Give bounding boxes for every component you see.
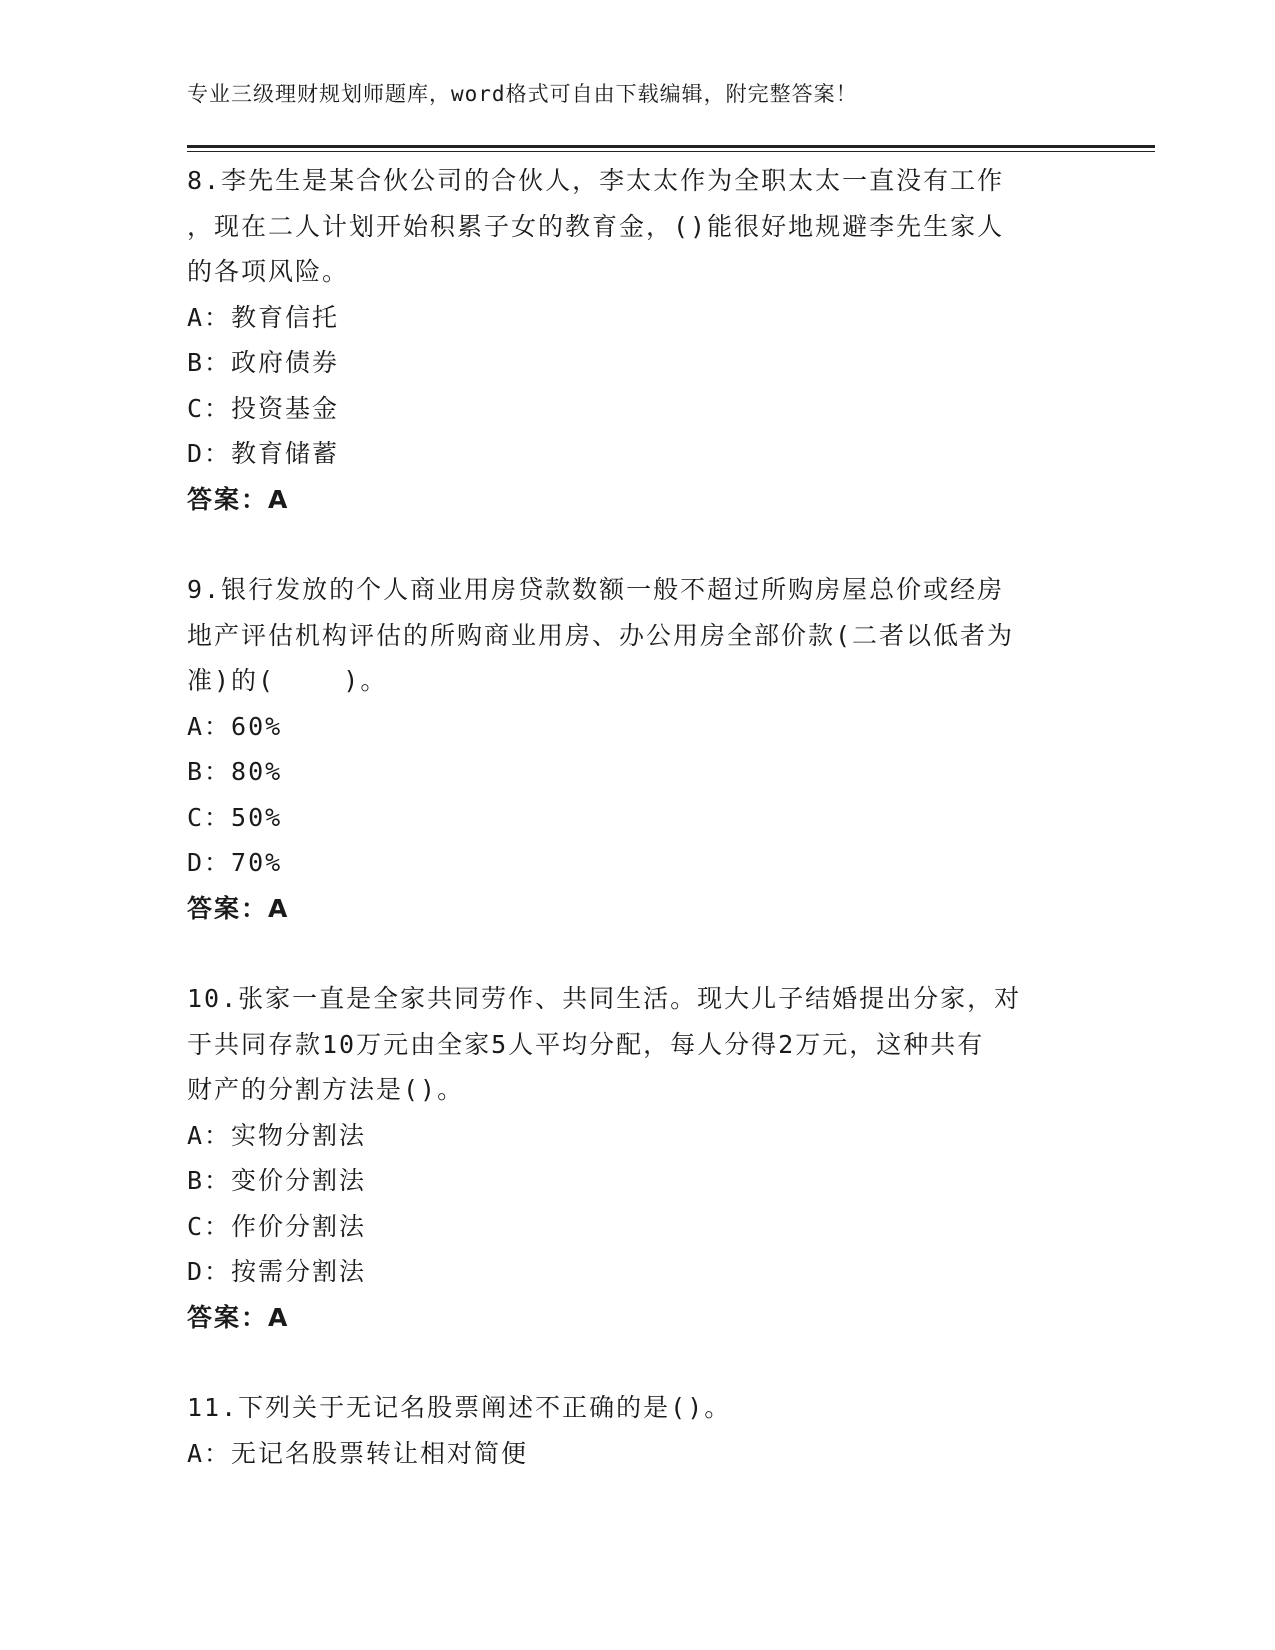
answer: 答案：A xyxy=(187,484,290,514)
option-c: C：50% xyxy=(187,802,283,832)
option-c: C：作价分割法 xyxy=(187,1211,367,1241)
option-a: A：无记名股票转让相对简便 xyxy=(187,1438,529,1468)
question-stem-line: 地产评估机构评估的所购商业用房、办公用房全部价款(二者以低者为 xyxy=(187,620,1015,650)
option-b: B：80% xyxy=(187,757,283,786)
question-stem-line: 9.银行发放的个人商业用房贷款数额一般不超过所购房屋总价或经房 xyxy=(187,575,1005,604)
option-a: A：教育信托 xyxy=(187,302,340,332)
question-list xyxy=(187,158,1087,1521)
header-rule-thick xyxy=(187,145,1155,148)
answer: 答案：A xyxy=(187,1302,290,1332)
question-stem-line: ，现在二人计划开始积累子女的教育金，()能很好地规避李先生家人 xyxy=(187,211,1005,241)
option-b: B：政府债券 xyxy=(187,348,340,377)
question-11 xyxy=(187,1385,1087,1476)
question-stem-line: 11.下列关于无记名股票阐述不正确的是()。 xyxy=(187,1393,732,1422)
option-a: A：实物分割法 xyxy=(187,1120,367,1150)
question-stem-line: 8.李先生是某合伙公司的合伙人，李太太作为全职太太一直没有工作 xyxy=(187,166,1005,195)
option-d: D：70% xyxy=(187,848,283,877)
question-10 xyxy=(187,976,1087,1340)
header-rule-thin xyxy=(187,151,1155,152)
question-8 xyxy=(187,158,1087,522)
option-d: D：按需分割法 xyxy=(187,1257,367,1286)
question-9 xyxy=(187,567,1087,931)
option-a: A：60% xyxy=(187,711,283,741)
option-b: B：变价分割法 xyxy=(187,1166,367,1195)
page-header: 专业三级理财规划师题库，word格式可自由下载编辑，附完整答案！ xyxy=(187,82,858,106)
question-stem-line: 10.张家一直是全家共同劳作、共同生活。现大儿子结婚提出分家，对 xyxy=(187,984,1022,1013)
question-stem-line: 财产的分割方法是()。 xyxy=(187,1075,465,1104)
option-c: C：投资基金 xyxy=(187,393,340,423)
question-stem-line: 于共同存款10万元由全家5人平均分配，每人分得2万元，这种共有 xyxy=(187,1029,985,1059)
answer: 答案：A xyxy=(187,893,290,923)
question-stem-line: 的各项风险。 xyxy=(187,257,350,286)
option-d: D：教育储蓄 xyxy=(187,439,340,468)
question-stem-line: 准)的( )。 xyxy=(187,666,388,695)
